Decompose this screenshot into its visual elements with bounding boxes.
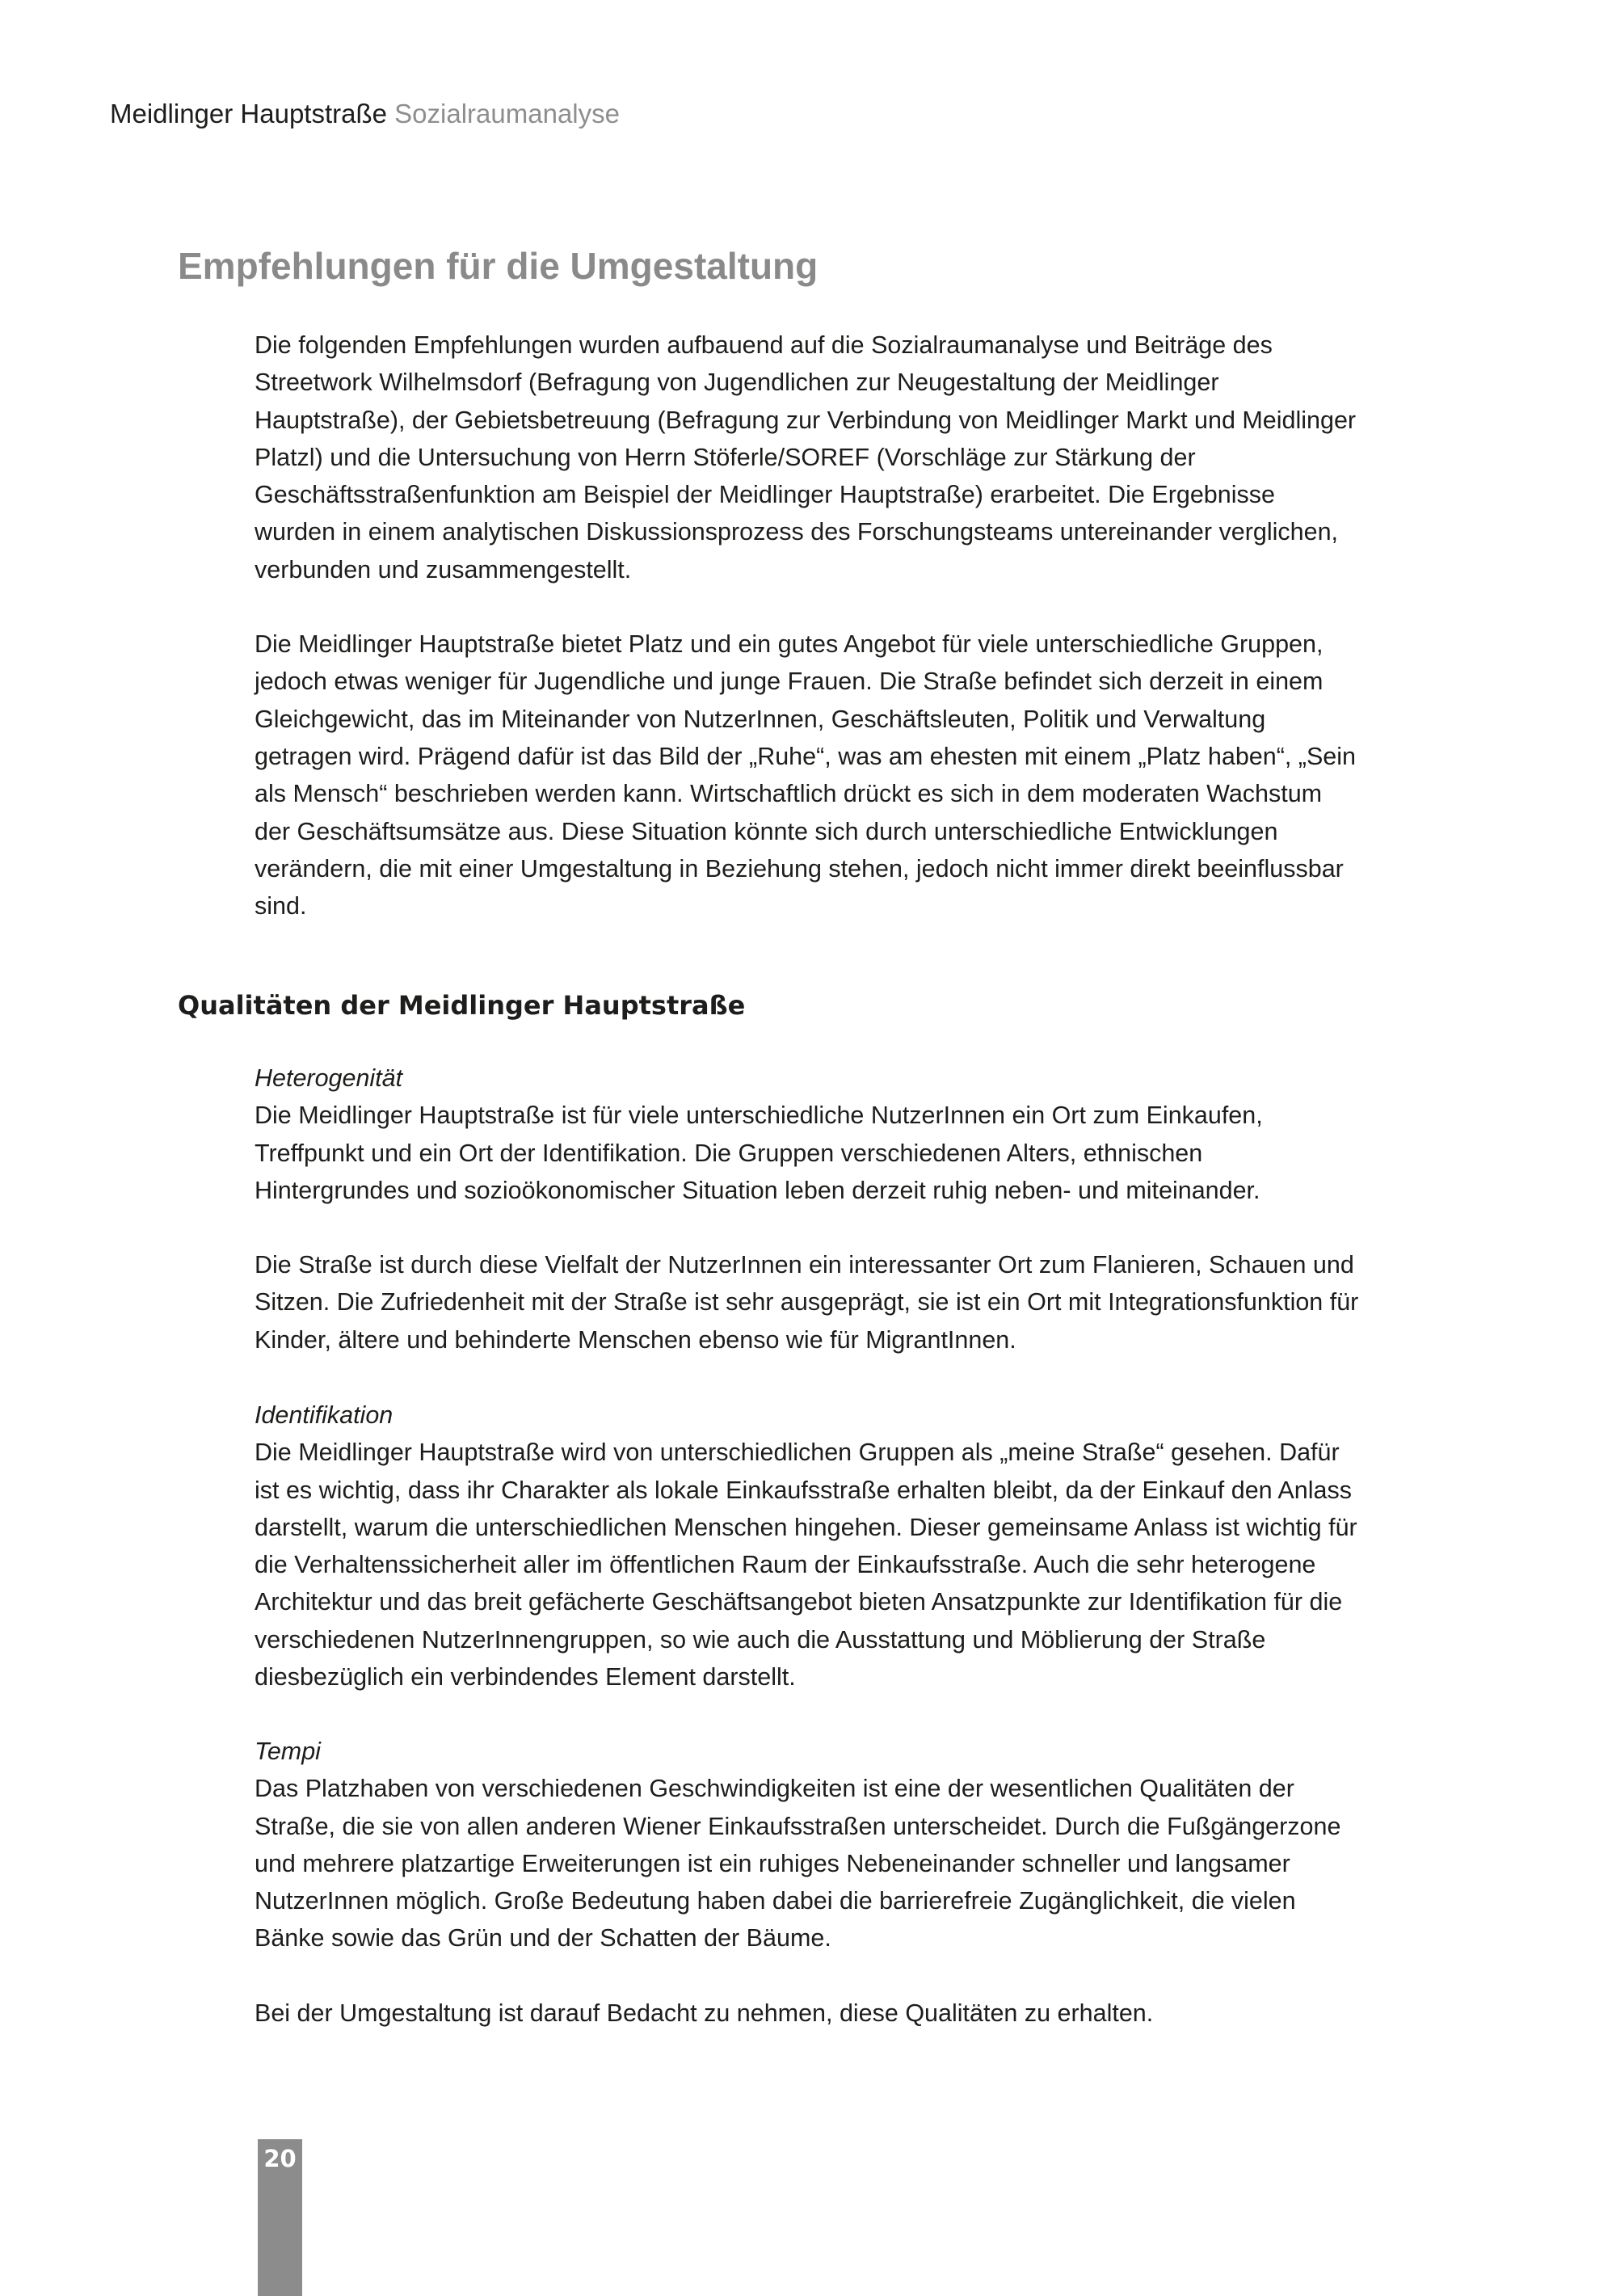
- tempi-paragraph-1: Das Platzhaben von verschiedenen Geschwindigkeiten ist eine der wesentlichen Qualitäten der Straße, die sie von allen anderen Wiener Einkaufsstraßen unterscheidet. Durch die Fußgängerzone und mehrere platzartige Erweiterungen ist ein ruhiges Nebeneinander schneller und langsamer NutzerInnen möglich. Große Bedeutung haben dabei die barrierefreie Zugänglichkeit, die vielen Bänke sowie das Grün und der Schatten der Bäume.: [255, 1775, 1341, 1953]
- tempi-block: [255, 1733, 1361, 2032]
- tempi-paragraph-2: Bei der Umgestaltung ist darauf Bedacht zu nehmen, diese Qualitäten zu erhalten.: [255, 1999, 1154, 2027]
- heterogenitaet-block: [255, 1060, 1361, 1359]
- heterogenitaet-paragraph-2: Die Straße ist durch diese Vielfalt der NutzerInnen ein interessanter Ort zum Flanieren, Schauen und Sitzen. Die Zufriedenheit mit der Straße ist sehr ausgeprägt, sie ist ein Ort mit Integrationsfunktion für Kinder, ältere und behinderte Menschen ebenso wie für MigrantInnen.: [255, 1251, 1359, 1354]
- intro-paragraph-1: Die folgenden Empfehlungen wurden aufbauend auf die Sozialraumanalyse und Beiträge des Streetwork Wilhelmsdorf (Befragung von Jugendlichen zur Neugestaltung der Meidlinger Hauptstraße), der Gebietsbetreuung (Befragung zur Verbindung von Meidlinger Markt und Meidlinger Platzl) und die Untersuchung von Herrn Stöferle/SOREF (Vorschläge zur Stärkung der Geschäftsstraßenfunktion am Beispiel der Meidlinger Hauptstraße) erarbeitet. Die Ergebnisse wurden in einem analytischen Diskussionsprozess des Forschungsteams untereinander verglichen, verbunden und zusammengestellt.: [255, 331, 1357, 583]
- identifikation-title: Identifikation: [255, 1401, 393, 1429]
- identifikation-block: [255, 1397, 1361, 1696]
- header-subtitle: Sozialraumanalyse: [394, 99, 620, 128]
- page-number: 20: [263, 2145, 297, 2172]
- tempi-title: Tempi: [255, 1738, 321, 1765]
- running-header: [110, 95, 620, 133]
- intro-paragraph-2: Die Meidlinger Hauptstraße bietet Platz und ein gutes Angebot für viele unterschiedliche Gruppen, jedoch etwas weniger für Jugendliche und junge Frauen. Die Straße befindet sich derzeit in einem Gleichgewicht, das im Miteinander von NutzerInnen, Geschäftsleuten, Politik und Verwaltung getragen wird. Prägend dafür ist das Bild der „Ruhe“, was am ehesten mit einem „Platz haben“, „Sein als Mensch“ beschrieben werden kann. Wirtschaftlich drückt es sich in dem moderaten Wachstum der Geschäftsumsätze aus. Diese Situation könnte sich durch unterschiedliche Entwicklungen verändern, die mit einer Umgestaltung in Beziehung stehen, jedoch nicht immer direkt beeinflussbar sind.: [255, 630, 1357, 921]
- header-title: Meidlinger Hauptstraße: [110, 99, 387, 128]
- qualities-heading: Qualitäten der Meidlinger Hauptstraße: [178, 990, 746, 1021]
- intro-block: [255, 326, 1361, 925]
- heterogenitaet-paragraph-1: Die Meidlinger Hauptstraße ist für viele unterschiedliche NutzerInnen ein Ort zum Einkaufen, Treffpunkt und ein Ort der Identifikation. Die Gruppen verschiedenen Alters, ethnischen Hintergrundes und sozioökonomischer Situation leben derzeit ruhig neben- und miteinander.: [255, 1102, 1263, 1204]
- identifikation-paragraph-1: Die Meidlinger Hauptstraße wird von unterschiedlichen Gruppen als „meine Straße“ gesehen. Dafür ist es wichtig, dass ihr Charakter als lokale Einkaufsstraße erhalten bleibt, da der Einkauf den Anlass darstellt, warum die unterschiedlichen Menschen hingehen. Dieser gemeinsame Anlass ist wichtig für die Verhaltenssicherheit aller im öffentlichen Raum der Einkaufsstraße. Auch die sehr heterogene Architektur und das breit gefächerte Geschäftsangebot bieten Ansatzpunkte zur Identifikation für die verschiedenen NutzerInnengruppen, so wie auch die Ausstattung und Möblierung der Straße diesbezüglich ein verbindendes Element darstellt.: [255, 1439, 1357, 1691]
- section-heading: Empfehlungen für die Umgestaltung: [178, 245, 819, 287]
- heterogenitaet-title: Heterogenität: [255, 1064, 403, 1092]
